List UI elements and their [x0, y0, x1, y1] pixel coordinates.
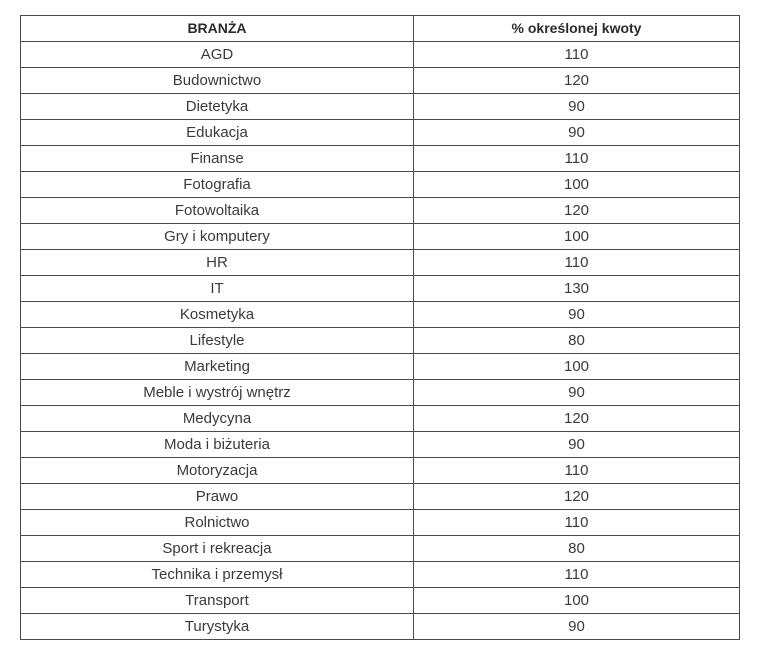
industry-cell: Motoryzacja	[21, 458, 414, 484]
table-row	[21, 328, 740, 354]
table-row	[21, 614, 740, 640]
table-row	[21, 198, 740, 224]
table-row	[21, 406, 740, 432]
table-row	[21, 562, 740, 588]
table-row	[21, 588, 740, 614]
table-row	[21, 276, 740, 302]
industry-cell: IT	[21, 276, 414, 302]
percentage-cell: 100	[414, 172, 740, 198]
percentage-cell: 100	[414, 224, 740, 250]
table-row	[21, 432, 740, 458]
percentage-cell: 90	[414, 120, 740, 146]
percentage-cell: 90	[414, 302, 740, 328]
percentage-cell: 110	[414, 250, 740, 276]
percentage-cell: 90	[414, 432, 740, 458]
industry-cell: Marketing	[21, 354, 414, 380]
percentage-cell: 110	[414, 146, 740, 172]
industry-cell: Sport i rekreacja	[21, 536, 414, 562]
percentage-cell: 100	[414, 354, 740, 380]
table-row	[21, 484, 740, 510]
industry-cell: Moda i biżuteria	[21, 432, 414, 458]
industry-cell: Rolnictwo	[21, 510, 414, 536]
percentage-cell: 90	[414, 380, 740, 406]
industry-cell: Kosmetyka	[21, 302, 414, 328]
industry-cell: Transport	[21, 588, 414, 614]
table-row	[21, 458, 740, 484]
industry-cell: Budownictwo	[21, 68, 414, 94]
percentage-cell: 110	[414, 510, 740, 536]
percentage-cell: 120	[414, 484, 740, 510]
table-row	[21, 380, 740, 406]
percentage-cell: 120	[414, 198, 740, 224]
table-row	[21, 146, 740, 172]
industry-cell: AGD	[21, 42, 414, 68]
industry-cell: Meble i wystrój wnętrz	[21, 380, 414, 406]
table-row	[21, 536, 740, 562]
percentage-cell: 110	[414, 42, 740, 68]
table-row	[21, 94, 740, 120]
industry-cell: Prawo	[21, 484, 414, 510]
percentage-cell: 100	[414, 588, 740, 614]
column-header-industry: BRANŻA	[21, 16, 414, 42]
industry-cell: Technika i przemysł	[21, 562, 414, 588]
percentage-cell: 80	[414, 328, 740, 354]
table-row	[21, 302, 740, 328]
percentage-cell: 110	[414, 458, 740, 484]
industry-cell: Finanse	[21, 146, 414, 172]
table-row	[21, 510, 740, 536]
industry-cell: Fotografia	[21, 172, 414, 198]
industry-cell: Lifestyle	[21, 328, 414, 354]
percentage-cell: 80	[414, 536, 740, 562]
table-header-row	[21, 16, 740, 42]
percentage-cell: 120	[414, 406, 740, 432]
percentage-cell: 90	[414, 614, 740, 640]
industry-cell: Edukacja	[21, 120, 414, 146]
table-row	[21, 354, 740, 380]
table-row	[21, 120, 740, 146]
industry-rate-table	[20, 15, 740, 640]
table-row	[21, 172, 740, 198]
table-row	[21, 250, 740, 276]
percentage-cell: 90	[414, 94, 740, 120]
industry-cell: Medycyna	[21, 406, 414, 432]
industry-cell: HR	[21, 250, 414, 276]
industry-cell: Fotowoltaika	[21, 198, 414, 224]
percentage-cell: 120	[414, 68, 740, 94]
industry-cell: Turystyka	[21, 614, 414, 640]
column-header-percentage: % określonej kwoty	[414, 16, 740, 42]
table-row	[21, 68, 740, 94]
table-row	[21, 42, 740, 68]
percentage-cell: 110	[414, 562, 740, 588]
industry-cell: Dietetyka	[21, 94, 414, 120]
percentage-cell: 130	[414, 276, 740, 302]
industry-cell: Gry i komputery	[21, 224, 414, 250]
table-row	[21, 224, 740, 250]
industry-rate-table-container	[20, 15, 739, 640]
